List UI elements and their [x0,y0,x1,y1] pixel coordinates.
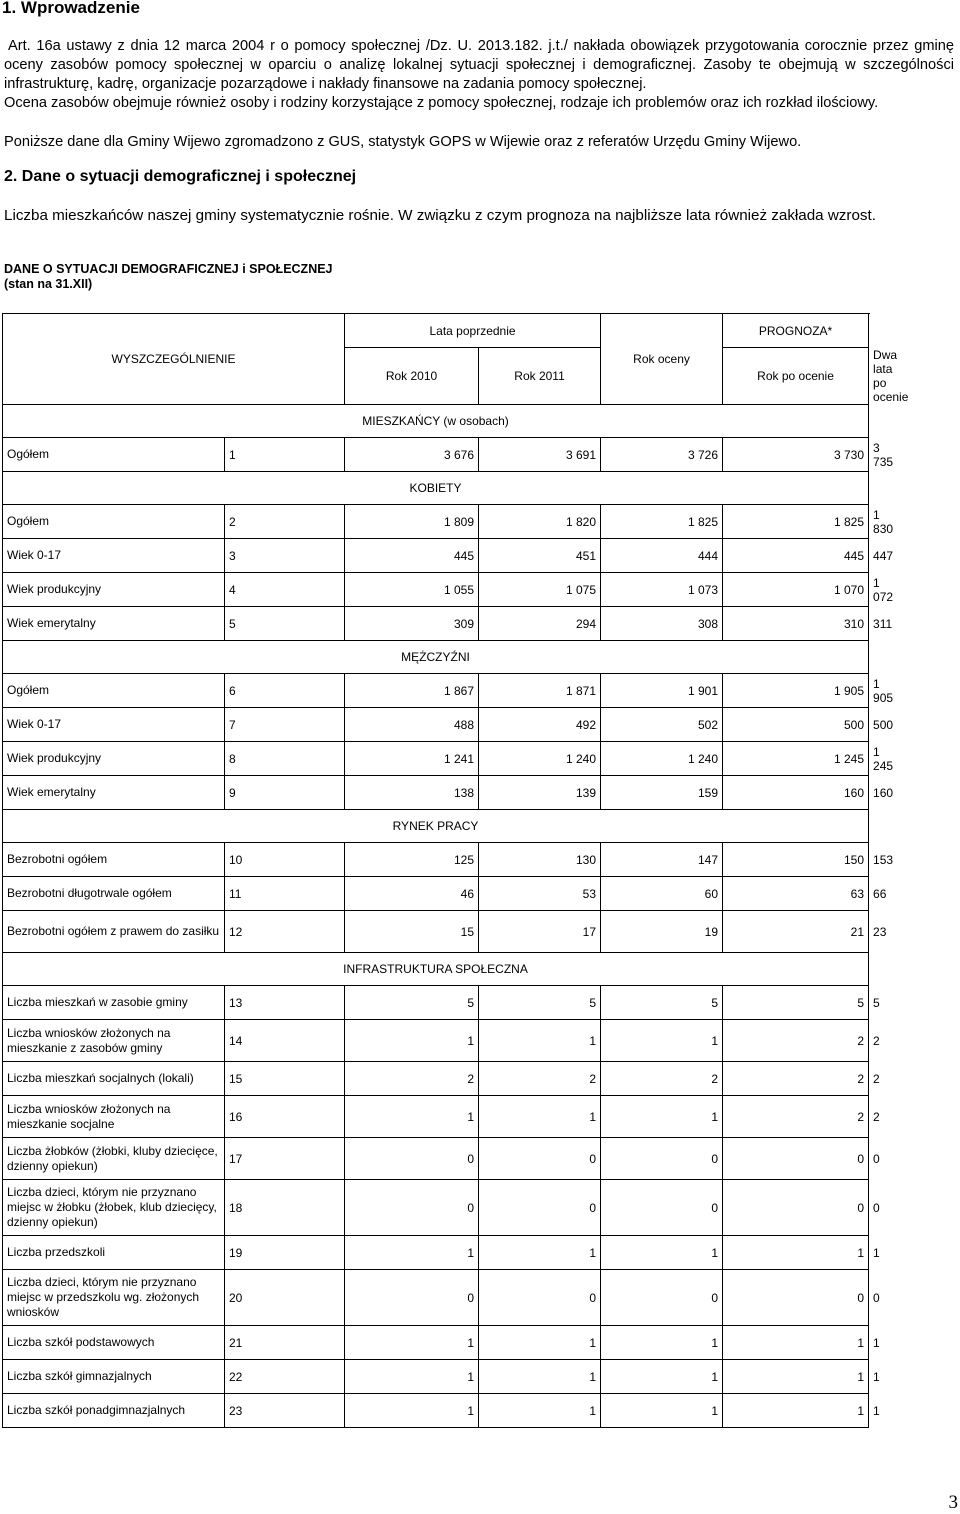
value-rok-oceny: 1 825 [601,505,723,539]
value-rok-2011: 1 [479,1394,601,1428]
table-row: Liczba szkół podstawowych 21 1 1 1 1 1 [3,1326,869,1360]
row-number: 14 [225,1020,345,1062]
table-row: Ogółem 6 1 867 1 871 1 901 1 905 1 905 [3,674,869,708]
row-number: 17 [225,1138,345,1180]
value-rok-2010: 2 [345,1062,479,1096]
value-rok-2011: 1 [479,1096,601,1138]
row-label: Ogółem [3,505,225,539]
row-number: 16 [225,1096,345,1138]
value-rok-oceny: 1 [601,1326,723,1360]
value-rok-2010: 3 676 [345,438,479,472]
row-label: Bezrobotni długotrwale ogółem [3,877,225,911]
value-rok-oceny: 0 [601,1138,723,1180]
value-rok-2011: 53 [479,877,601,911]
table-row: Bezrobotni ogółem z prawem do zasiłku 12 15 17 19 21 23 [3,911,869,953]
value-rok-2011: 0 [479,1270,601,1326]
value-rok-oceny: 3 726 [601,438,723,472]
value-rok-2010: 1 867 [345,674,479,708]
table-caption [4,262,333,292]
value-rok-2010: 1 055 [345,573,479,607]
row-label: Liczba przedszkoli [3,1236,225,1270]
value-rok-2010: 1 [345,1326,479,1360]
value-rok-po-ocenie: 5 [723,986,869,1020]
demographic-data-table: WYSZCZEGÓLNIENIE Lata poprzednie Rok oceny PROGNOZA* Rok 2010 Rok 2011 Rok po ocenie Dwa lata po ocenie MIESZKAŃCY (w osobach) Ogółem 1 3 676 3 691 3 726 3 730 3 735 KOBIETY Ogółem 2 1 809 1 820 1 825 1 825 1 830 Wiek 0-17 3 445 451 444 445 447 Wiek produkcyjny 4 1 055 1 075 1 073 1 070 1 072 Wiek emerytalny 5 309 294 308 310 311 MĘŻCZYŹNI Ogółem 6 1 867 1 871 1 901 1 905 1 905 Wiek 0-17 7 488 492 502 500 500 Wiek produkcyjny 8 1 241 1 240 1 240 1 245 1 245 Wiek emerytalny 9 138 139 159 160 160 RYNEK PRACY Bezrobotni ogółem 10 125 130 147 150 153 Bezrobotni długotrwale ogółem 11 46 53 60 63 66 Bezrobotni ogółem z prawem do zasiłku 12 15 17 19 21 23 INFRASTRUKTURA SPOŁECZNA Liczba mieszkań w zasobie gminy 13 5 5 5 5 5 Liczba wniosków złożonych na mieszkanie z zasobów gminy 14 1 1 1 2 2 Liczba mieszkań socjalnych (lokali) 15 2 2 2 2 2 Liczba wniosków złożonych na mieszkanie socjalne 16 1 1 1 2 2 Liczba żłobków (żłobki, kluby dziecięce, dzienny opiekun) 17 0 0 0 0 0 Liczba dzieci, którym nie przyznano miejsc w żłobku (żłobek, klub dziecięcy, dzienny opiekun) 18 0 0 0 0 0 Liczba przedszkoli 19 1 1 1 1 1 Liczba dzieci, którym nie przyznano miejsc w przedszkolu wg. złożonych wniosków 20 0 0 0 0 0 Liczba szkół podstawowych 21 1 1 1 1 1 Liczba szkół gimnazjalnych 22 1 1 1 1 1 Liczba szkół ponadgimnazjalnych 23 1 1 1 1 1 [2,313,869,1428]
row-number: 8 [225,742,345,776]
section-row [3,641,869,674]
value-rok-po-ocenie: 0 [723,1270,869,1326]
row-number: 12 [225,911,345,953]
row-number: 11 [225,877,345,911]
table-row: Liczba żłobków (żłobki, kluby dziecięce, dzienny opiekun) 17 0 0 0 0 0 [3,1138,869,1180]
table-row: Wiek 0-17 7 488 492 502 500 500 [3,708,869,742]
header-rok-po-ocenie: Rok po ocenie [723,348,869,405]
value-rok-2011: 451 [479,539,601,573]
value-rok-oceny: 1 [601,1394,723,1428]
value-rok-oceny: 5 [601,986,723,1020]
value-rok-oceny: 308 [601,607,723,641]
row-number: 2 [225,505,345,539]
value-rok-oceny: 2 [601,1062,723,1096]
value-rok-po-ocenie: 310 [723,607,869,641]
section-row [3,953,869,986]
value-rok-po-ocenie: 1 [723,1236,869,1270]
table-row: Liczba mieszkań w zasobie gminy 13 5 5 5 5 5 [3,986,869,1020]
table-row: Liczba mieszkań socjalnych (lokali) 15 2 2 2 2 2 [3,1062,869,1096]
value-rok-po-ocenie: 150 [723,843,869,877]
row-label: Liczba wniosków złożonych na mieszkanie z zasobów gminy [3,1020,225,1062]
row-number: 6 [225,674,345,708]
row-number: 23 [225,1394,345,1428]
row-number: 20 [225,1270,345,1326]
row-number: 7 [225,708,345,742]
row-label: Liczba dzieci, którym nie przyznano miejsc w żłobku (żłobek, klub dziecięcy, dzienny opiekun) [3,1180,225,1236]
value-rok-oceny: 1 [601,1096,723,1138]
value-rok-2011: 17 [479,911,601,953]
value-rok-2011: 1 820 [479,505,601,539]
row-label: Liczba mieszkań w zasobie gminy [3,986,225,1020]
table-row: Ogółem 2 1 809 1 820 1 825 1 825 1 830 [3,505,869,539]
value-rok-2011: 130 [479,843,601,877]
value-rok-oceny: 502 [601,708,723,742]
value-rok-2010: 1 809 [345,505,479,539]
value-rok-2011: 0 [479,1180,601,1236]
table-row: Liczba wniosków złożonych na mieszkanie z zasobów gminy 14 1 1 1 2 2 [3,1020,869,1062]
table-row: Wiek produkcyjny 4 1 055 1 075 1 073 1 070 1 072 [3,573,869,607]
value-rok-2011: 3 691 [479,438,601,472]
section-2-heading: 2. Dane o sytuacji demograficznej i społecznej [4,168,357,185]
row-label: Wiek produkcyjny [3,573,225,607]
value-rok-oceny: 147 [601,843,723,877]
value-rok-po-ocenie: 1 [723,1360,869,1394]
row-label: Liczba żłobków (żłobki, kluby dziecięce, dzienny opiekun) [3,1138,225,1180]
value-rok-2011: 1 [479,1326,601,1360]
value-rok-2011: 1 [479,1360,601,1394]
value-rok-2011: 139 [479,776,601,810]
row-number: 22 [225,1360,345,1394]
value-rok-2011: 294 [479,607,601,641]
row-number: 13 [225,986,345,1020]
row-label: Bezrobotni ogółem z prawem do zasiłku [3,911,225,953]
row-label: Liczba wniosków złożonych na mieszkanie socjalne [3,1096,225,1138]
value-rok-po-ocenie: 21 [723,911,869,953]
value-rok-2010: 1 [345,1096,479,1138]
table-caption-title: DANE O SYTUACJI DEMOGRAFICZNEJ i SPOŁECZNEJ [4,262,333,276]
value-rok-oceny: 1 240 [601,742,723,776]
value-rok-po-ocenie: 500 [723,708,869,742]
value-rok-po-ocenie: 3 730 [723,438,869,472]
value-rok-2010: 0 [345,1138,479,1180]
table-row: Liczba szkół ponadgimnazjalnych 23 1 1 1 1 1 [3,1394,869,1428]
value-rok-po-ocenie: 445 [723,539,869,573]
value-rok-po-ocenie: 0 [723,1180,869,1236]
section-row [3,405,869,438]
value-rok-2011: 1 075 [479,573,601,607]
table-row: Liczba przedszkoli 19 1 1 1 1 1 [3,1236,869,1270]
section-title: MIESZKAŃCY (w osobach) [3,405,869,438]
value-rok-2011: 492 [479,708,601,742]
value-rok-2010: 1 [345,1020,479,1062]
value-rok-2011: 2 [479,1062,601,1096]
value-rok-oceny: 1 [601,1236,723,1270]
value-rok-2010: 15 [345,911,479,953]
intro-paragraph-1: Art. 16a ustawy z dnia 12 marca 2004 r o pomocy społecznej /Dz. U. 2013.182. j.t./ nakłada obowiązek przygotowania corocznie przez gminę oceny zasobów pomocy społecznej w oparciu o analizę lokalnej sytuacji społecznej i demograficznej. Zasoby te obejmują w szczególności infrastrukturę, kadrę, organizacje pozarządowe i nakłady finansowe na zadania pomocy społecznej. [4,38,954,92]
row-label: Ogółem [3,674,225,708]
section-title: KOBIETY [3,472,869,505]
header-prognoza: PROGNOZA* [723,314,869,348]
value-rok-oceny: 0 [601,1270,723,1326]
value-rok-oceny: 444 [601,539,723,573]
section-title: RYNEK PRACY [3,810,869,843]
intro-paragraph-2: Ocena zasobów obejmuje również osoby i rodziny korzystające z pomocy społecznej, rodzaje ich problemów oraz ich rozkład ilościowy. [4,95,879,111]
row-number: 18 [225,1180,345,1236]
row-label: Liczba szkół gimnazjalnych [3,1360,225,1394]
value-rok-po-ocenie: 63 [723,877,869,911]
table-row: Wiek 0-17 3 445 451 444 445 447 [3,539,869,573]
table-row: Wiek emerytalny 9 138 139 159 160 160 [3,776,869,810]
value-rok-2010: 1 [345,1236,479,1270]
header-rok-oceny: Rok oceny [601,314,723,405]
header-lata-poprzednie: Lata poprzednie [345,314,601,348]
value-rok-2010: 1 [345,1394,479,1428]
row-number: 9 [225,776,345,810]
row-label: Wiek emerytalny [3,776,225,810]
table-row: Wiek produkcyjny 8 1 241 1 240 1 240 1 245 1 245 [3,742,869,776]
value-rok-oceny: 0 [601,1180,723,1236]
header-rok-2010-cell: Rok 2010 [345,348,479,405]
value-rok-po-ocenie: 1 825 [723,505,869,539]
value-rok-2011: 1 871 [479,674,601,708]
row-number: 15 [225,1062,345,1096]
value-rok-oceny: 1 [601,1360,723,1394]
value-rok-po-ocenie: 1 070 [723,573,869,607]
row-label: Bezrobotni ogółem [3,843,225,877]
section-1-heading: 1. Wprowadzenie [2,0,140,17]
table-row: Liczba dzieci, którym nie przyznano miejsc w przedszkolu wg. złożonych wniosków 20 0 0 0 0 0 [3,1270,869,1326]
row-label: Liczba szkół ponadgimnazjalnych [3,1394,225,1428]
value-rok-oceny: 1 901 [601,674,723,708]
table-row: Ogółem 1 3 676 3 691 3 726 3 730 3 735 [3,438,869,472]
value-rok-po-ocenie: 1 [723,1394,869,1428]
table-row: Bezrobotni długotrwale ogółem 11 46 53 60 63 66 [3,877,869,911]
value-rok-2011: 0 [479,1138,601,1180]
value-rok-po-ocenie: 1 [723,1326,869,1360]
row-label: Wiek emerytalny [3,607,225,641]
row-number: 10 [225,843,345,877]
value-rok-2010: 0 [345,1180,479,1236]
value-rok-2010: 138 [345,776,479,810]
table-row: Liczba szkół gimnazjalnych 22 1 1 1 1 1 [3,1360,869,1394]
row-number: 1 [225,438,345,472]
table-row: Bezrobotni ogółem 10 125 130 147 150 153 [3,843,869,877]
table-row: Wiek emerytalny 5 309 294 308 310 311 [3,607,869,641]
row-number: 4 [225,573,345,607]
value-rok-2011: 5 [479,986,601,1020]
row-label: Wiek 0-17 [3,539,225,573]
value-rok-2010: 125 [345,843,479,877]
value-rok-2010: 445 [345,539,479,573]
table-body [3,405,894,1428]
row-number: 5 [225,607,345,641]
row-label: Liczba dzieci, którym nie przyznano miejsc w przedszkolu wg. złożonych wniosków [3,1270,225,1326]
row-label: Liczba mieszkań socjalnych (lokali) [3,1062,225,1096]
demography-paragraph: Liczba mieszkańców naszej gminy systematycznie rośnie. W związku z czym prognoza na najbliższe lata również zakłada wzrost. [4,207,876,224]
row-label: Wiek produkcyjny [3,742,225,776]
value-rok-po-ocenie: 2 [723,1062,869,1096]
value-rok-oceny: 159 [601,776,723,810]
row-number: 19 [225,1236,345,1270]
value-rok-2010: 1 [345,1360,479,1394]
value-rok-2010: 309 [345,607,479,641]
value-rok-po-ocenie: 0 [723,1138,869,1180]
value-rok-2010: 0 [345,1270,479,1326]
value-rok-oceny: 19 [601,911,723,953]
value-rok-2010: 488 [345,708,479,742]
value-rok-oceny: 1 073 [601,573,723,607]
value-rok-2010: 46 [345,877,479,911]
value-rok-oceny: 1 [601,1020,723,1062]
value-rok-po-ocenie: 1 245 [723,742,869,776]
value-rok-po-ocenie: 2 [723,1020,869,1062]
value-rok-po-ocenie: 2 [723,1096,869,1138]
row-label: Ogółem [3,438,225,472]
value-rok-po-ocenie: 160 [723,776,869,810]
page-number: 3 [948,1492,958,1513]
section-row [3,810,869,843]
value-rok-2011: 1 240 [479,742,601,776]
header-wyszczegolnienie: WYSZCZEGÓLNIENIE [3,314,345,405]
value-rok-po-ocenie: 1 905 [723,674,869,708]
table-row: Liczba dzieci, którym nie przyznano miejsc w żłobku (żłobek, klub dziecięcy, dzienny opiekun) 18 0 0 0 0 0 [3,1180,869,1236]
value-rok-2011: 1 [479,1020,601,1062]
row-number: 21 [225,1326,345,1360]
section-title: MĘŻCZYŹNI [3,641,869,674]
section-row [3,472,869,505]
value-rok-2010: 1 241 [345,742,479,776]
section-title: INFRASTRUKTURA SPOŁECZNA [3,953,869,986]
value-rok-2010: 5 [345,986,479,1020]
header-rok-2011: Rok 2011 [479,348,601,405]
row-label: Liczba szkół podstawowych [3,1326,225,1360]
row-number: 3 [225,539,345,573]
table-row: Liczba wniosków złożonych na mieszkanie socjalne 16 1 1 1 2 2 [3,1096,869,1138]
intro-paragraph-3: Poniższe dane dla Gminy Wijewo zgromadzono z GUS, statystyk GOPS w Wijewie oraz z referatów Urzędu Gminy Wijewo. [4,134,802,150]
row-label: Wiek 0-17 [3,708,225,742]
table-caption-date: (stan na 31.XII) [4,277,93,291]
value-rok-oceny: 60 [601,877,723,911]
value-rok-2011: 1 [479,1236,601,1270]
